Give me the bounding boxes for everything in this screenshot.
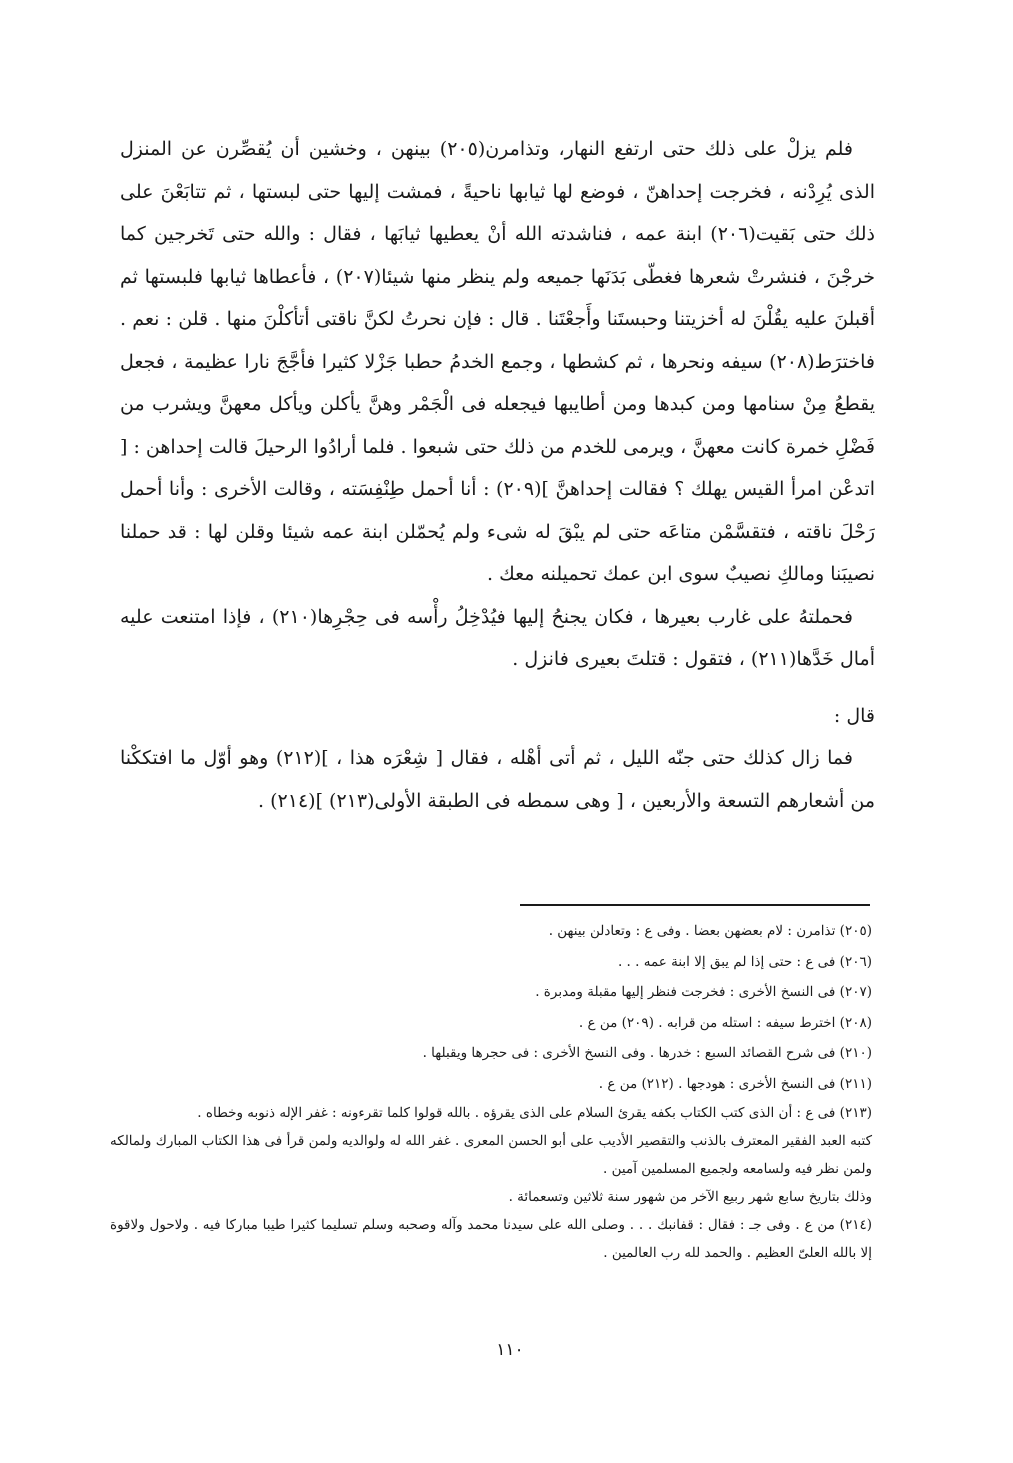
footnote: (٢١٣) فى ع : أن الذى كتب الكتاب بكفه يقرئ السلام على الذى يقرؤه . بالله قولوا كلما تقرءونه : غفر الإله ذنوبه وخطاه .	[197, 1105, 872, 1121]
footnotes	[110, 916, 872, 1267]
main-text	[120, 128, 875, 822]
footnote-separator	[520, 904, 870, 906]
footnote-continuation: وذلك بتاريخ سابع شهر ربيع الآخر من شهور سنة ثلاثين وتسعمائة .	[508, 1189, 872, 1205]
footnote: (٢٠٦) فى ع : حتى إذا لم يبق إلا ابنة عمه . . .	[617, 953, 872, 970]
page-number: ١١٠	[496, 1340, 524, 1360]
footnote: (٢١٠) فى شرح القصائد السبع : خدرها . وفى النسخ الأخرى : فى حجرها ويقبلها .	[422, 1045, 872, 1061]
footnote: (٢٠٥) تذامرن : لام بعضهن بعضا . وفى ع : وتعادلن بينهن .	[548, 923, 872, 939]
paragraph: فحملتهُ على غارب بعيرها ، فكان يجنحُ إليها فيُدْخِلُ رأْسه فى حِجْرِها(٢١٠) ، فإذا امتنعت عليه أمال خَدَّها(٢١١) ، فتقول : قتلتَ بعيرى فانزل .	[120, 605, 875, 670]
paragraph: فلم يزلْ على ذلك حتى ارتفع النهار، وتذامرن(٢٠٥) بينهن ، وخشين أن يُقصِّرن عن المنزل الذى يُرِدْنه ، فخرجت إحداهنّ ، فوضع لها ثيابها ناحيةً ، فمشت إليها حتى لبستها ، ثم تتابَعْنَ على ذلك حتى بَقيت(٢٠٦) ابنة عمه ، فناشدته الله أنْ يعطيها ثيابَها ، فقال : والله حتى تَخرجين كما خرجْنَ ، فنشرتْ شعرها فغطّى بَدَنَها جميعه ولم ينظر منها شيئا(٢٠٧) ، فأعطاها ثيابها فلبستها ثم أقبلنَ عليه يقُلْنَ له أخزيتنا وحبستَنا وأَجعْتَنا . قال : فإن نحرتُ لكنَّ ناقتى أتأكلْنَ منها . قلن : نعم . فاخترَط(٢٠٨) سيفه ونحرها ، ثم كشطها ، وجمع الخدمُ حطبا جَزْلا كثيرا فأجَّجَ نارا عظيمة ، فجعل يقطعُ مِنْ سنامها ومن كبدها ومن أطايبها فيجعله فى الْجَمْر وهنَّ يأكلن ويأكل معهنَّ ويشرب من فَضْلِ خمرة كانت معهنَّ ، ويرمى للخدم من ذلك حتى شبعوا . فلما أرادُوا الرحيلَ قالت إحداهن : [ اتدعْن امرأ القيس يهلك ؟ فقالت إحداهنَّ ](٢٠٩) : أنا أحمل طِنْفِسَته ، وقالت الأخرى : وأنا أحمل رَحْلَ ناقته ، فتقسَّمْن متاعَه حتى لم يبْقَ له شىء ولم يُحمّلن ابنة عمه شيئا وقلن لها : قد حملنا نصيبَنا ومالكِ نصيبٌ سوى ابن عمك تحميلنه معك .	[120, 138, 875, 585]
footnote: (٢٠٨) اخترط سيفه : استله من قرابه . (٢٠٩) من ع .	[578, 1014, 872, 1031]
footnote: (٢٠٧) فى النسخ الأخرى : فخرجت فنظر إليها مقبلة ومدبرة .	[535, 984, 872, 1000]
footnote: (٢١١) فى النسخ الأخرى : هودجها . (٢١٢) من ع .	[598, 1075, 872, 1092]
paragraph: فما زال كذلك حتى جنّه الليل ، ثم أتى أهْله ، فقال [ شِعْرَه هذا ، ](٢١٢) وهو أوّل ما افتككْنا من أشعارهم التسعة والأربعين ، [ وهى سمطه فى الطبقة الأولى(٢١٣) ](٢١٤) .	[120, 747, 875, 812]
footnote-continuation: كتبه العبد الفقير المعترف بالذنب والتقصير الأديب على أبو الحسن المعرى . غفر الله له ولوالديه ولمن قرأ فى هذا الكتاب المبارك ولمالكه ولمن نظر فيه ولسامعه ولجميع المسلمين آمين .	[110, 1133, 872, 1177]
paragraph-heading: قال :	[833, 704, 875, 727]
footnote: (٢١٤) من ع . وفى جـ : فقال : قفانبك . . . وصلى الله على سيدنا محمد وآله وصحبه وسلم تسليما كثيرا طيبا مباركا فيه . ولاحول ولاقوة إلا بالله العلىّ العظيم . والحمد لله رب العالمين .	[110, 1217, 872, 1261]
